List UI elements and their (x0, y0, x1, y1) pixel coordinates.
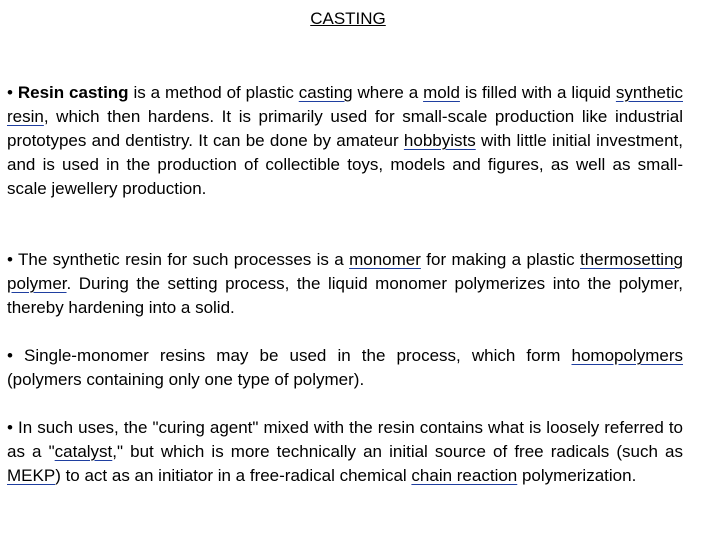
text: ," but which is more technically an initial source of free radicals (such as (112, 442, 683, 461)
link-hobbyists[interactable]: hobbyists (403, 131, 476, 150)
paragraph-synthetic-resin (7, 248, 683, 320)
link-thermosetting[interactable]: thermosetting (580, 250, 683, 269)
page-title: CASTING (310, 9, 386, 28)
text: (polymers containing only one type of polymer). (7, 370, 365, 389)
link-mold[interactable]: mold (423, 83, 460, 102)
link-homopolymers[interactable]: homopolymers (571, 346, 683, 365)
text: polymerization. (517, 466, 637, 485)
link-polymer[interactable]: polymer (7, 274, 67, 293)
text: for making a plastic (420, 250, 580, 269)
text: is filled with a liquid (459, 83, 616, 102)
paragraph-single-monomer (7, 344, 683, 392)
link-mekp[interactable]: MEKP (7, 466, 56, 485)
link-chain-reaction[interactable]: chain reaction (411, 466, 518, 485)
link-casting[interactable]: casting (298, 83, 353, 102)
term-resin-casting: Resin casting (17, 83, 129, 102)
text: , which then hardens. It is primarily used for small-scale production like industrial prototypes and dentistry. It can be done by amateur (7, 107, 683, 150)
text: is a method of plastic (128, 83, 299, 102)
text: with little initial investment, and is used in the production of collectible toys, models and figures, as well as small-scale jewellery production. (7, 131, 683, 198)
text: . During the setting process, the liquid monomer polymerizes into the polymer, thereby hardening into a solid. (7, 274, 683, 317)
text: • The synthetic resin for such processes is a (7, 250, 350, 269)
bullet: • (7, 83, 18, 102)
link-monomer[interactable]: monomer (349, 250, 421, 269)
text: • In such uses, the "curing agent" mixed with the resin contains what is loosely referred to as a " (7, 418, 683, 461)
text: where a (352, 83, 424, 102)
text: ) to act as an initiator in a free-radical chemical (55, 466, 412, 485)
link-synthetic-resin[interactable]: synthetic resin (7, 83, 683, 126)
paragraph-curing-agent (7, 416, 683, 488)
paragraph-resin-casting (7, 81, 683, 201)
text: • Single-monomer resins may be used in the process, which form (7, 346, 572, 365)
link-catalyst[interactable]: catalyst (54, 442, 113, 461)
